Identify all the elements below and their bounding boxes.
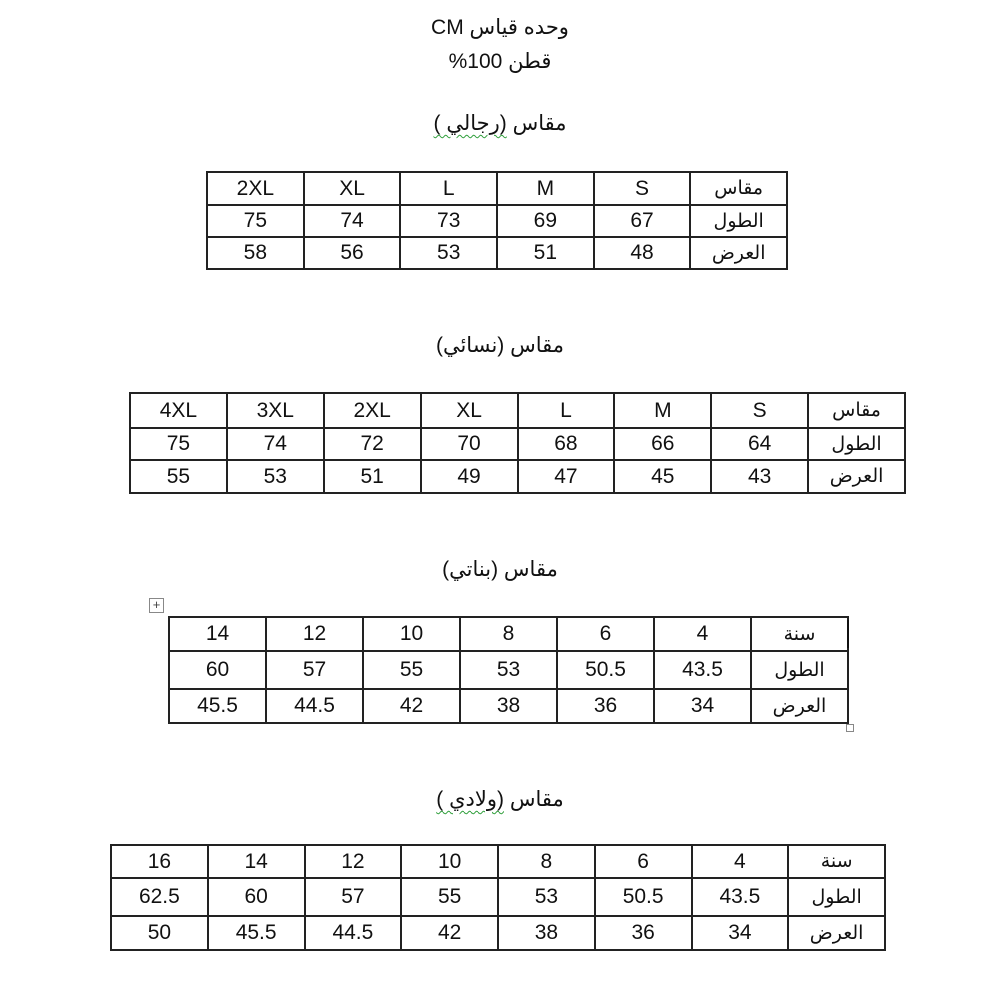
men-length-cell: 67 <box>594 205 691 237</box>
women-header-label: مقاس <box>808 393 905 428</box>
men-size-cell: M <box>497 172 594 205</box>
boys-length-cell: 60 <box>208 878 305 916</box>
boys-age-cell: 10 <box>401 845 498 878</box>
women-size-cell: L <box>518 393 615 428</box>
girls-age-cell: 8 <box>460 617 557 651</box>
women-table-heading: مقاس (نسائي) <box>435 334 565 357</box>
men-heading-word: (رجالي ) <box>433 112 507 135</box>
men-heading-prefix: مقاس <box>506 112 567 135</box>
boys-width-cell: 44.5 <box>305 916 402 950</box>
women-size-cell: XL <box>421 393 518 428</box>
men-length-cell: 74 <box>304 205 401 237</box>
women-width-cell: 43 <box>711 460 808 493</box>
boys-length-cell: 43.5 <box>692 878 789 916</box>
unit-line: وحده قياس CM <box>431 16 569 39</box>
men-width-cell: 53 <box>400 237 497 269</box>
men-size-cell: XL <box>304 172 401 205</box>
boys-table-heading <box>0 787 1000 813</box>
boys-width-cell: 38 <box>498 916 595 950</box>
girls-width-label: العرض <box>751 689 848 723</box>
boys-width-cell: 50 <box>111 916 208 950</box>
women-length-cell: 74 <box>227 428 324 460</box>
boys-width-cell: 34 <box>692 916 789 950</box>
women-length-cell: 70 <box>421 428 518 460</box>
boys-length-cell: 55 <box>401 878 498 916</box>
boys-width-cell: 45.5 <box>208 916 305 950</box>
men-size-table <box>206 171 788 270</box>
boys-width-cell: 36 <box>595 916 692 950</box>
girls-width-cell: 42 <box>363 689 460 723</box>
women-width-cell: 49 <box>421 460 518 493</box>
women-length-label: الطول <box>808 428 905 460</box>
men-table-heading <box>0 111 1000 137</box>
girls-width-cell: 44.5 <box>266 689 363 723</box>
women-length-cell: 75 <box>130 428 227 460</box>
boys-age-cell: 8 <box>498 845 595 878</box>
girls-length-cell: 50.5 <box>557 651 654 689</box>
boys-age-cell: 14 <box>208 845 305 878</box>
women-width-cell: 55 <box>130 460 227 493</box>
men-width-cell: 58 <box>207 237 304 269</box>
girls-age-cell: 14 <box>169 617 266 651</box>
boys-width-cell: 42 <box>401 916 498 950</box>
girls-length-cell: 57 <box>266 651 363 689</box>
boys-age-cell: 6 <box>595 845 692 878</box>
women-size-cell: 3XL <box>227 393 324 428</box>
girls-age-cell: 6 <box>557 617 654 651</box>
boys-length-cell: 57 <box>305 878 402 916</box>
men-width-cell: 56 <box>304 237 401 269</box>
men-header-label: مقاس <box>690 172 787 205</box>
women-size-cell: M <box>614 393 711 428</box>
women-width-cell: 51 <box>324 460 421 493</box>
women-width-cell: 53 <box>227 460 324 493</box>
girls-length-cell: 60 <box>169 651 266 689</box>
boys-length-label: الطول <box>788 878 885 916</box>
men-width-cell: 48 <box>594 237 691 269</box>
boys-age-cell: 4 <box>692 845 789 878</box>
men-size-cell: L <box>400 172 497 205</box>
girls-length-cell: 43.5 <box>654 651 751 689</box>
material-line: قطن 100% <box>448 50 552 73</box>
girls-age-cell: 4 <box>654 617 751 651</box>
boys-heading-prefix: مقاس <box>503 788 564 811</box>
women-length-cell: 72 <box>324 428 421 460</box>
boys-age-cell: 16 <box>111 845 208 878</box>
girls-width-cell: 38 <box>460 689 557 723</box>
boys-header-label: سنة <box>788 845 885 878</box>
women-width-cell: 47 <box>518 460 615 493</box>
girls-width-cell: 45.5 <box>169 689 266 723</box>
boys-size-table <box>110 844 886 951</box>
women-length-cell: 68 <box>518 428 615 460</box>
men-width-label: العرض <box>690 237 787 269</box>
women-size-cell: 4XL <box>130 393 227 428</box>
girls-width-cell: 36 <box>557 689 654 723</box>
girls-age-cell: 10 <box>363 617 460 651</box>
boys-length-cell: 50.5 <box>595 878 692 916</box>
boys-age-cell: 12 <box>305 845 402 878</box>
men-length-cell: 69 <box>497 205 594 237</box>
boys-length-cell: 53 <box>498 878 595 916</box>
men-length-label: الطول <box>690 205 787 237</box>
girls-length-cell: 53 <box>460 651 557 689</box>
women-size-table <box>129 392 906 494</box>
boys-heading-word: (ولادي ) <box>436 788 504 811</box>
girls-length-cell: 55 <box>363 651 460 689</box>
girls-table-heading: مقاس (بناتي) <box>442 558 558 581</box>
girls-width-cell: 34 <box>654 689 751 723</box>
women-width-cell: 45 <box>614 460 711 493</box>
women-length-cell: 64 <box>711 428 808 460</box>
men-size-cell: S <box>594 172 691 205</box>
girls-size-table <box>168 616 849 724</box>
women-length-cell: 66 <box>614 428 711 460</box>
women-size-cell: 2XL <box>324 393 421 428</box>
boys-width-label: العرض <box>788 916 885 950</box>
resize-square-icon[interactable] <box>846 724 854 732</box>
girls-length-label: الطول <box>751 651 848 689</box>
boys-length-cell: 62.5 <box>111 878 208 916</box>
men-size-cell: 2XL <box>207 172 304 205</box>
men-width-cell: 51 <box>497 237 594 269</box>
men-length-cell: 73 <box>400 205 497 237</box>
men-length-cell: 75 <box>207 205 304 237</box>
girls-header-label: سنة <box>751 617 848 651</box>
text-cursor <box>847 620 849 648</box>
girls-age-cell: 12 <box>266 617 363 651</box>
women-size-cell: S <box>711 393 808 428</box>
move-cross-icon[interactable]: + <box>149 598 164 613</box>
women-width-label: العرض <box>808 460 905 493</box>
